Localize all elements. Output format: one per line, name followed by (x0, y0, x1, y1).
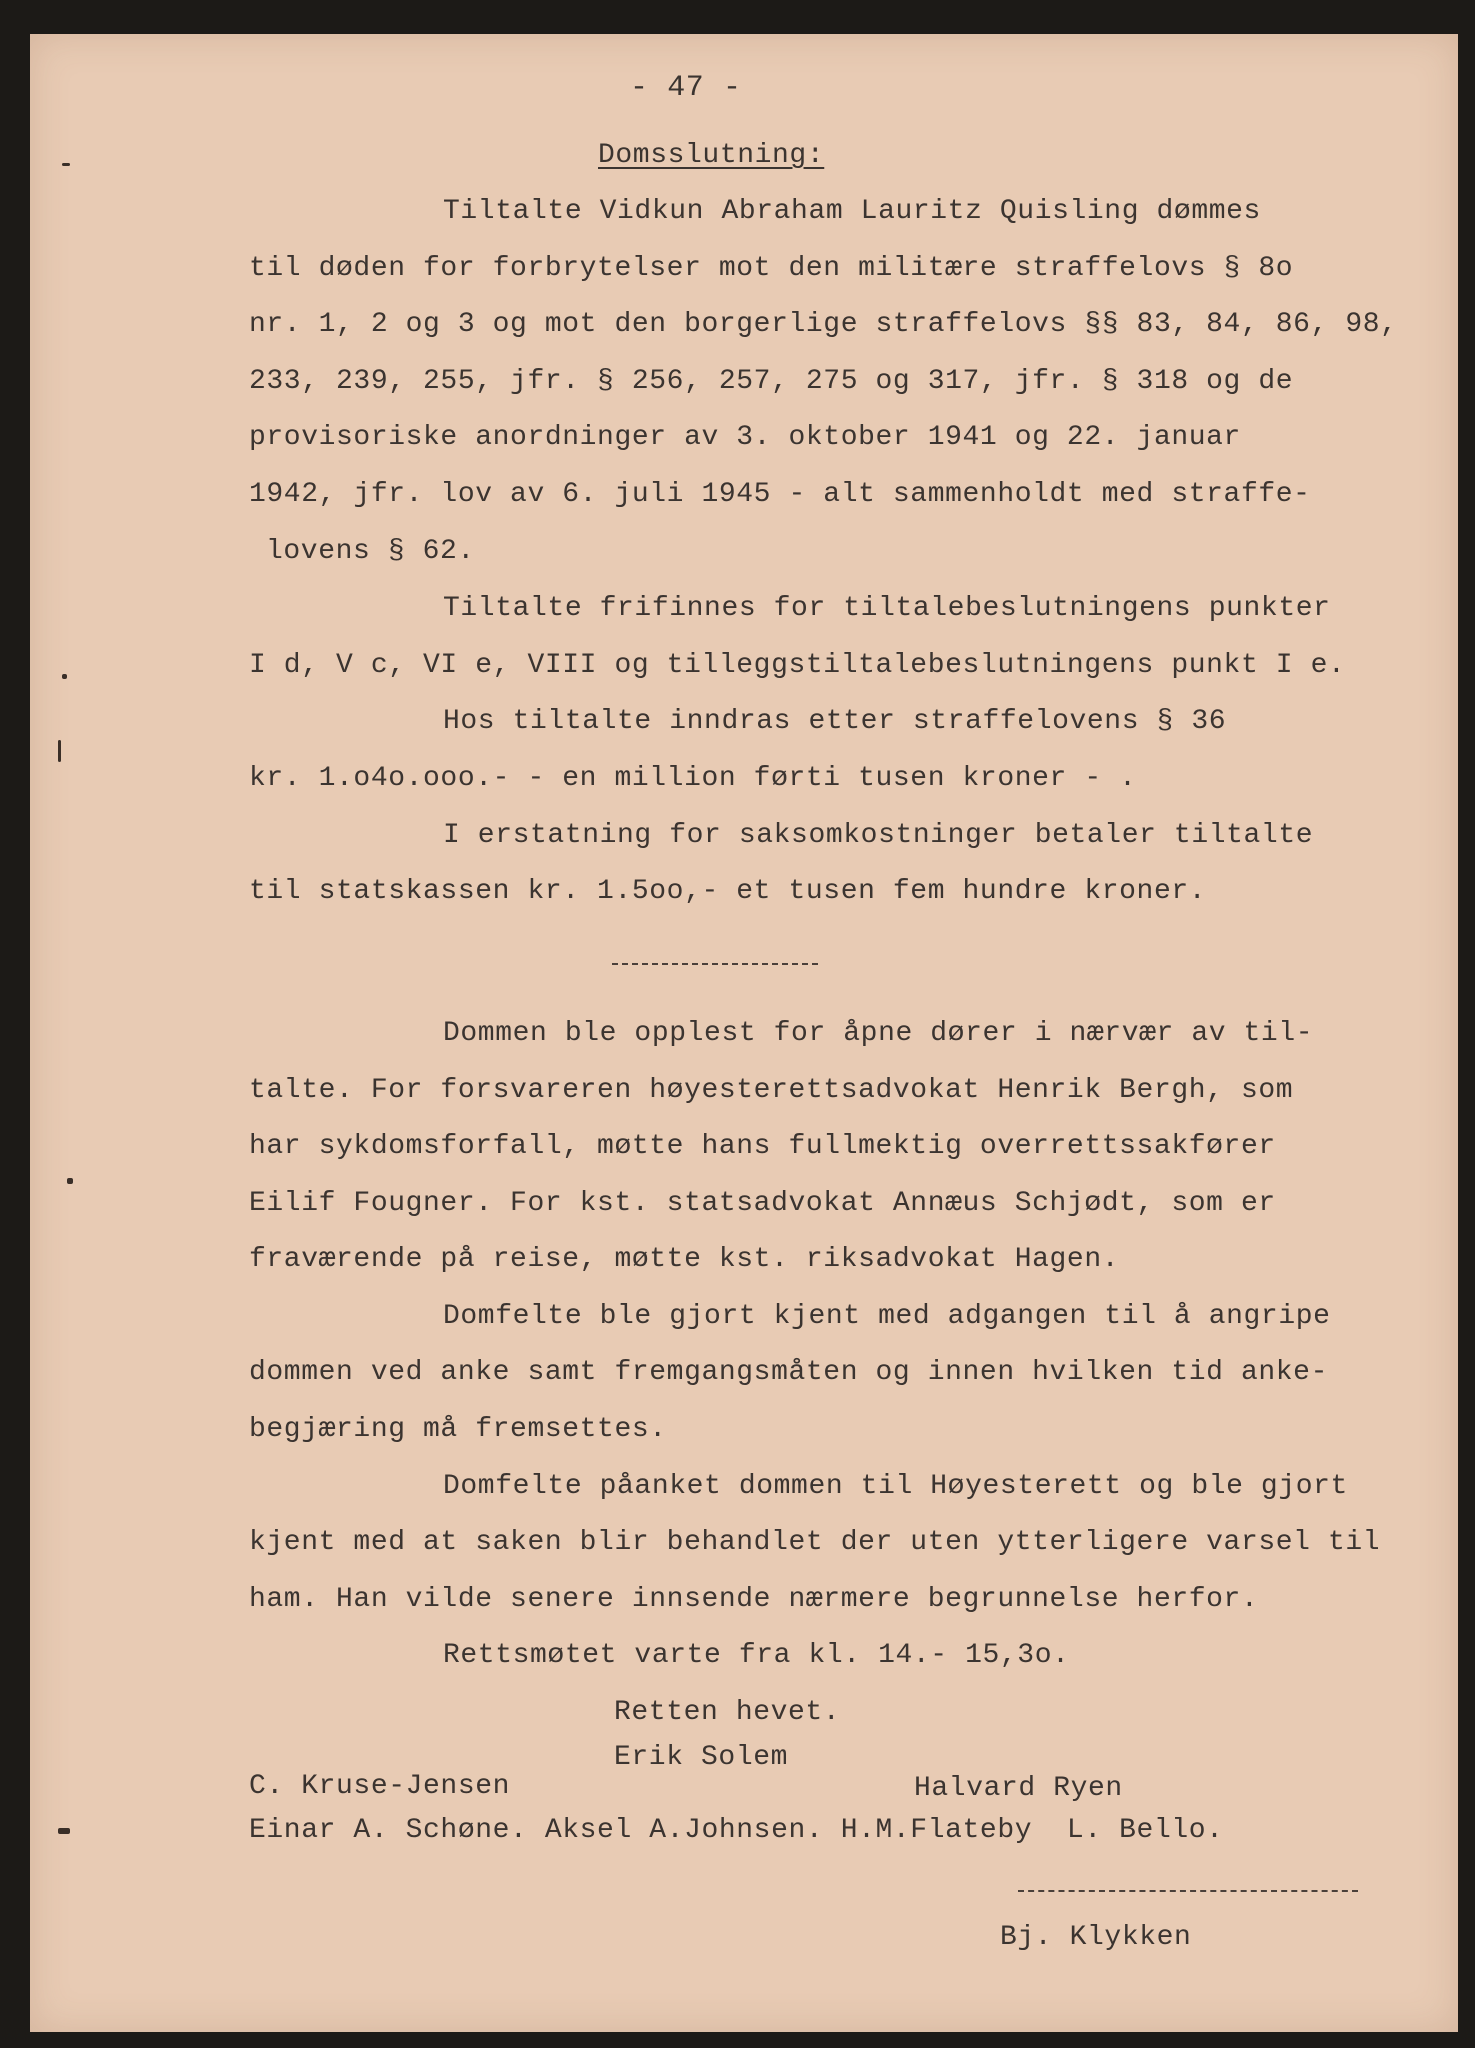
margin-mark (62, 674, 67, 679)
text-line: I erstatning for saksomkostninger betaler tiltalte (443, 820, 1314, 851)
text-line: Domfelte ble gjort kjent med adgangen til å angripe (443, 1301, 1331, 1332)
text-line: har sykdomsforfall, møtte hans fullmektig overrettssakfører (249, 1131, 1276, 1162)
text-line: dommen ved anke samt fremgangsmåten og innen hvilken tid anke- (249, 1357, 1328, 1388)
text-line: nr. 1, 2 og 3 og mot den borgerlige straffelovs §§ 83, 84, 86, 98, (249, 309, 1398, 340)
text-line: fraværende på reise, møtte kst. riksadvokat Hagen. (249, 1244, 1120, 1275)
text-line: Eilif Fougner. For kst. statsadvokat Annæus Schjødt, som er (249, 1188, 1276, 1219)
text-line: provisoriske anordninger av 3. oktober 1941 og 22. januar (249, 422, 1241, 453)
signature-clerk: Bj. Klykken (1000, 1922, 1192, 1953)
text-line: Dommen ble opplest for åpne dører i nærvær av til- (443, 1018, 1314, 1049)
text-line: begjæring må fremsettes. (249, 1414, 667, 1445)
signature-lay-judges: Einar A. Schøne. Aksel A.Johnsen. H.M.Flateby L. Bello. (249, 1815, 1224, 1846)
text-line: til statskassen kr. 1.5oo,- et tusen fem hundre kroner. (249, 876, 1207, 907)
text-line: Tiltalte Vidkun Abraham Lauritz Quisling dømmes (443, 196, 1261, 227)
text-line: kjent med at saken blir behandlet der uten ytterligere varsel til (249, 1527, 1381, 1558)
text-line: Rettsmøtet varte fra kl. 14.- 15,3o. (443, 1640, 1070, 1671)
section-divider (612, 963, 818, 965)
text-line: kr. 1.o4o.ooo.- - en million førti tusen kroner - . (249, 763, 1137, 794)
text-line: talte. For forsvareren høyesterettsadvokat Henrik Bergh, som (249, 1075, 1294, 1106)
signature-presiding-judge: Erik Solem (614, 1742, 789, 1773)
closing-line: Retten hevet. (614, 1697, 841, 1728)
document-page (30, 34, 1458, 2032)
margin-mark (62, 163, 70, 166)
signature-rule (1018, 1890, 1358, 1892)
text-line: Hos tiltalte inndras etter straffelovens § 36 (443, 706, 1227, 737)
text-line: Tiltalte frifinnes for tiltalebeslutningens punkter (443, 593, 1331, 624)
signature-judge-left: C. Kruse-Jensen (249, 1771, 511, 1802)
text-line: 233, 239, 255, jfr. § 256, 257, 275 og 317, jfr. § 318 og de (249, 366, 1294, 397)
text-line: ham. Han vilde senere innsende nærmere begrunnelse herfor. (249, 1584, 1259, 1615)
text-line: lovens § 62. (266, 536, 475, 567)
signature-judge-right: Halvard Ryen (914, 1773, 1123, 1804)
text-line: 1942, jfr. lov av 6. juli 1945 - alt sammenholdt med straffe- (249, 479, 1311, 510)
margin-mark (58, 740, 61, 762)
text-line: I d, V c, VI e, VIII og tilleggstiltalebeslutningens punkt I e. (249, 650, 1346, 681)
margin-mark (58, 1828, 70, 1834)
page-number: - 47 - (630, 71, 742, 105)
text-line: til døden for forbrytelser mot den militære straffelovs § 8o (249, 253, 1294, 284)
text-line: Domfelte påanket dommen til Høyesterett og ble gjort (443, 1471, 1348, 1502)
margin-mark (67, 1178, 73, 1184)
heading: Domsslutning: (598, 140, 825, 171)
